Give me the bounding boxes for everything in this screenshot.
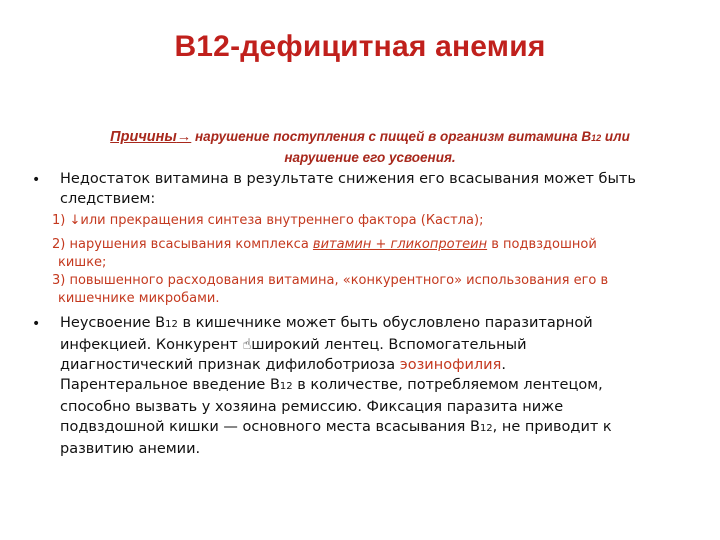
text: в кишечнике может быть обусловлено паразитарной (177, 315, 593, 331)
causes-lead-text: Причины (110, 129, 177, 145)
text: Неусвоение В (60, 315, 166, 331)
eosinophilia-highlight: эозинофилия (399, 357, 502, 373)
text: в количестве, потребляемом лентецом, (292, 377, 603, 393)
sub-item-3-text: 3) повышенного расходования витамина, «конкурентного» использования его в (52, 273, 609, 288)
bullet-2-text (60, 313, 700, 459)
bullet-2-line: развитию анемии. (60, 441, 201, 457)
sub-item-2-text-end: в подвздошной (487, 237, 597, 252)
right-arrow-icon: → (176, 129, 192, 145)
bullet-1-text (60, 169, 700, 209)
subscript: 12 (279, 381, 293, 392)
complex-underlined: витамин + гликопротеин (312, 237, 488, 252)
bullet-2-line: инфекцией. Конкурент ☝широкий лентец. Вспомогательный (60, 337, 527, 353)
causes-line-1 (56, 127, 684, 148)
causes-heading (56, 127, 684, 167)
subscript: 12 (591, 133, 602, 143)
bullet-2-line (60, 417, 700, 439)
text: Парентеральное введение В (60, 377, 280, 393)
sub-item-3-cont: кишечнике микробами. (58, 291, 220, 306)
sub-item-2-text: 2) нарушения всасывания комплекса (52, 237, 313, 252)
causes-text-end: или (601, 129, 630, 144)
sub-item-2-cont: кишке; (58, 255, 107, 270)
text: . (501, 357, 506, 373)
bullet-1-line: следствием: (60, 191, 156, 207)
causes-text: нарушение поступления с пищей в организм витамина В (191, 129, 592, 144)
bullet-2-line (60, 313, 700, 335)
bullet-icon: • (32, 172, 41, 188)
causes-lead (110, 129, 191, 145)
sub-item-2 (52, 236, 692, 272)
text: , не приводит к (492, 419, 612, 435)
bullet-icon: • (32, 316, 41, 332)
bullet-1-line: Недостаток витамина в результате снижения его всасывания может быть (60, 171, 636, 187)
bullet-2-line: способно вызвать у хозяина ремиссию. Фиксация паразита ниже (60, 399, 564, 415)
page-title: В12-дефицитная анемия (174, 30, 546, 63)
bullet-2-line (60, 355, 700, 375)
subscript: 12 (479, 423, 493, 434)
subscript: 12 (165, 319, 178, 330)
causes-line-2: нарушение его усвоения. (284, 150, 456, 165)
bullet-2-line (60, 375, 700, 397)
text: диагностический признак дифилоботриоза (60, 357, 400, 373)
sub-item-3 (52, 272, 692, 308)
sub-item-1: 1) ↓или прекращения синтеза внутреннего фактора (Кастла); (52, 213, 484, 228)
text: подвздошной кишки — основного места всасывания В (60, 419, 480, 435)
